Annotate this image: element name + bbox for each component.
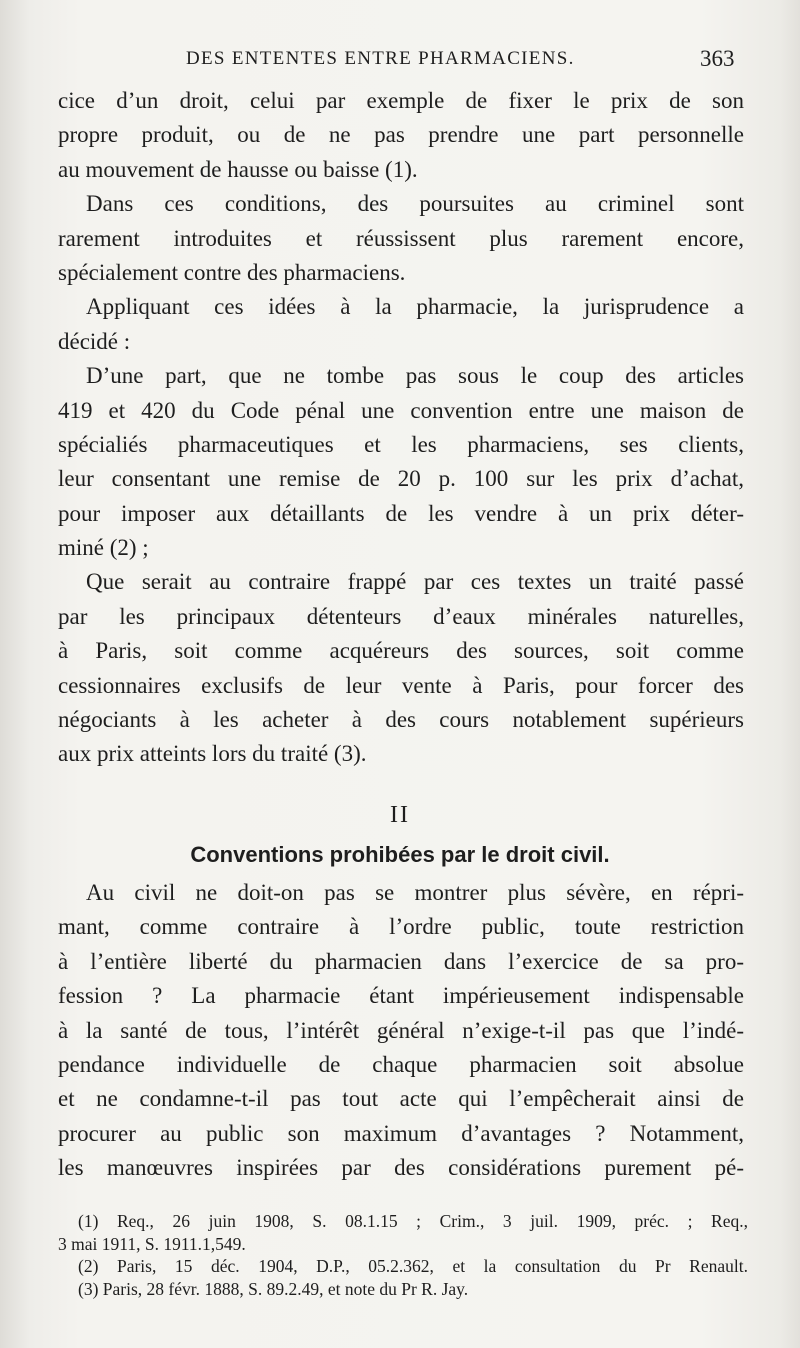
body-text-section-2	[58, 876, 744, 1186]
text-line: aux prix atteints lors du traité (3).	[58, 741, 367, 767]
text-line: leur consentant une remise de 20 p. 100 sur les prix d’achat,	[58, 466, 744, 492]
text-line: pour imposer aux détaillants de les vendre à un prix déter-	[58, 500, 744, 526]
text-line: négociants à les acheter à des cours notablement supérieurs	[58, 707, 744, 733]
footnote-line: 3 mai 1911, S. 1911.1,549.	[58, 1233, 246, 1254]
footnotes	[58, 1210, 748, 1300]
body-text	[58, 84, 744, 772]
text-line: fession ? La pharmacie étant impérieusement indispensable	[58, 983, 744, 1009]
text-line: les manœuvres inspirées par des considérations purement pé-	[58, 1155, 744, 1181]
text-line: à Paris, soit comme acquéreurs des sources, soit comme	[58, 638, 744, 664]
text-line: cice d’un droit, celui par exemple de fixer le prix de son	[58, 88, 744, 113]
text-line: pendance individuelle de chaque pharmacien soit absolue	[58, 1051, 744, 1077]
running-title: DES ENTENTES ENTRE PHARMACIENS.	[186, 48, 575, 69]
text-line: spécialement contre des pharmaciens.	[58, 259, 406, 285]
text-line: par les principaux détenteurs d’eaux minérales naturelles,	[58, 603, 744, 629]
text-line: à la santé de tous, l’intérêt général n’exige-t-il pas que l’indé-	[58, 1017, 744, 1043]
text-line: procurer au public son maximum d’avantages ? Notamment,	[58, 1120, 744, 1146]
section-number: II	[390, 802, 410, 828]
text-line: cessionnaires exclusifs de leur vente à Paris, pour forcer des	[58, 672, 744, 698]
page-number: 363	[700, 46, 735, 71]
text-line: Au civil ne doit-on pas se montrer plus sévère, en répri-	[86, 880, 744, 905]
footnote-line: (2) Paris, 15 déc. 1904, D.P., 05.2.362, et la consultation du Pr Renault.	[78, 1256, 748, 1276]
text-line: mant, comme contraire à l’ordre public, toute restriction	[58, 914, 744, 940]
text-line: et ne condamne-t-il pas tout acte qui l’empêcherait ainsi de	[58, 1086, 744, 1112]
text-line: Que serait au contraire frappé par ces textes un traité passé	[86, 569, 744, 595]
text-line: Dans ces conditions, des poursuites au criminel sont	[86, 191, 744, 217]
text-line: décidé :	[58, 328, 131, 354]
footnote-line: (3) Paris, 28 févr. 1888, S. 89.2.49, et note du Pr R. Jay.	[78, 1278, 469, 1299]
text-line: Appliquant ces idées à la pharmacie, la jurisprudence a	[86, 294, 744, 320]
text-line: 419 et 420 du Code pénal une convention entre une maison de	[58, 397, 744, 423]
text-line: D’une part, que ne tombe pas sous le coup des articles	[86, 363, 744, 389]
footnote-line: (1) Req., 26 juin 1908, S. 08.1.15 ; Crim., 3 juil. 1909, préc. ; Req.,	[78, 1211, 748, 1231]
text-line: au mouvement de hausse ou baisse (1).	[58, 156, 418, 182]
text-line: à l’entière liberté du pharmacien dans l’exercice de sa pro-	[58, 948, 744, 974]
section-title: Conventions prohibées par le droit civil.	[190, 842, 610, 867]
page-header	[0, 44, 800, 74]
text-line: propre produit, ou de ne pas prendre une part personnelle	[58, 122, 744, 148]
text-line: spécialiés pharmaceutiques et les pharmaciens, ses clients,	[58, 431, 744, 457]
text-line: miné (2) ;	[58, 535, 149, 561]
text-line: rarement introduites et réussissent plus rarement encore,	[58, 225, 744, 251]
